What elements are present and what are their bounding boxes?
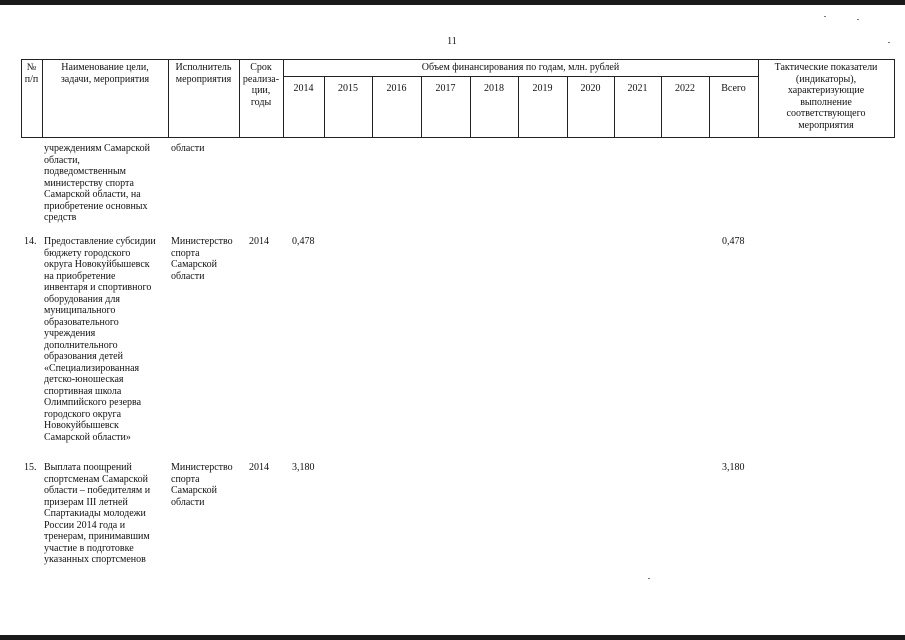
bottom-border xyxy=(0,635,905,640)
header-num: № п/п xyxy=(24,62,39,85)
header-year: 2018 xyxy=(484,83,504,94)
row-name: Предоставление субсидии бюджету городского округа Новокуйбышевск на приобретение инвентаря и спортивного оборудования для муниципального образовательного учреждения дополнительного образования детей «Специализированная детско-юношеская спортивная школа Олимпийского резерва городского округа Новокуйбышевск Самарской области» xyxy=(44,236,156,443)
top-border xyxy=(0,0,905,5)
scan-speck xyxy=(857,19,859,20)
header-year: 2021 xyxy=(627,83,648,94)
header-year: 2016 xyxy=(386,83,407,94)
row-term: 2014 xyxy=(249,236,269,247)
header-name: Наименование цели, задачи, мероприятия xyxy=(60,62,150,85)
row-executor: Министерство спорта Самарской области xyxy=(171,236,233,282)
row-value-total: 3,180 xyxy=(722,462,745,473)
row-name: учреждениям Самарской области, подведомственным министерству спорта Самарской области, на приобретение основных средств xyxy=(44,143,150,223)
row-executor: области xyxy=(171,143,205,154)
header-indicators: Тактические показатели (индикаторы), характеризующие выполнение соответствующего мероприятия xyxy=(774,62,878,131)
scan-speck xyxy=(824,16,826,17)
row-num: 15. xyxy=(24,462,37,473)
header-year: 2019 xyxy=(532,83,553,94)
header-year: 2022 xyxy=(675,83,695,94)
header-year: 2014 xyxy=(293,83,314,94)
page-number: 11 xyxy=(447,36,457,47)
row-value-total: 0,478 xyxy=(722,236,745,247)
scan-speck xyxy=(888,42,890,43)
row-num: 14. xyxy=(24,236,37,247)
header-executor: Исполнитель мероприятия xyxy=(175,62,232,85)
header-year: 2015 xyxy=(338,83,358,94)
row-name: Выплата поощрений спортсменам Самарской области – победителям и призерам III летней Спартакиады молодежи России 2014 года и тренерам, принимавшим участие в подготовке указанных спортсменов xyxy=(44,462,151,565)
header-term: Срок реализа- ции, годы xyxy=(242,62,280,108)
header-year: 2020 xyxy=(580,83,601,94)
scan-speck xyxy=(648,578,650,579)
row-executor: Министерство спорта Самарской области xyxy=(171,462,233,508)
header-funding: Объем финансирования по годам, млн. рублей xyxy=(421,62,620,73)
header-year-total: Всего xyxy=(721,83,746,94)
row-term: 2014 xyxy=(249,462,269,473)
header-year: 2017 xyxy=(435,83,456,94)
row-value-2014: 3,180 xyxy=(292,462,315,473)
row-value-2014: 0,478 xyxy=(292,236,315,247)
